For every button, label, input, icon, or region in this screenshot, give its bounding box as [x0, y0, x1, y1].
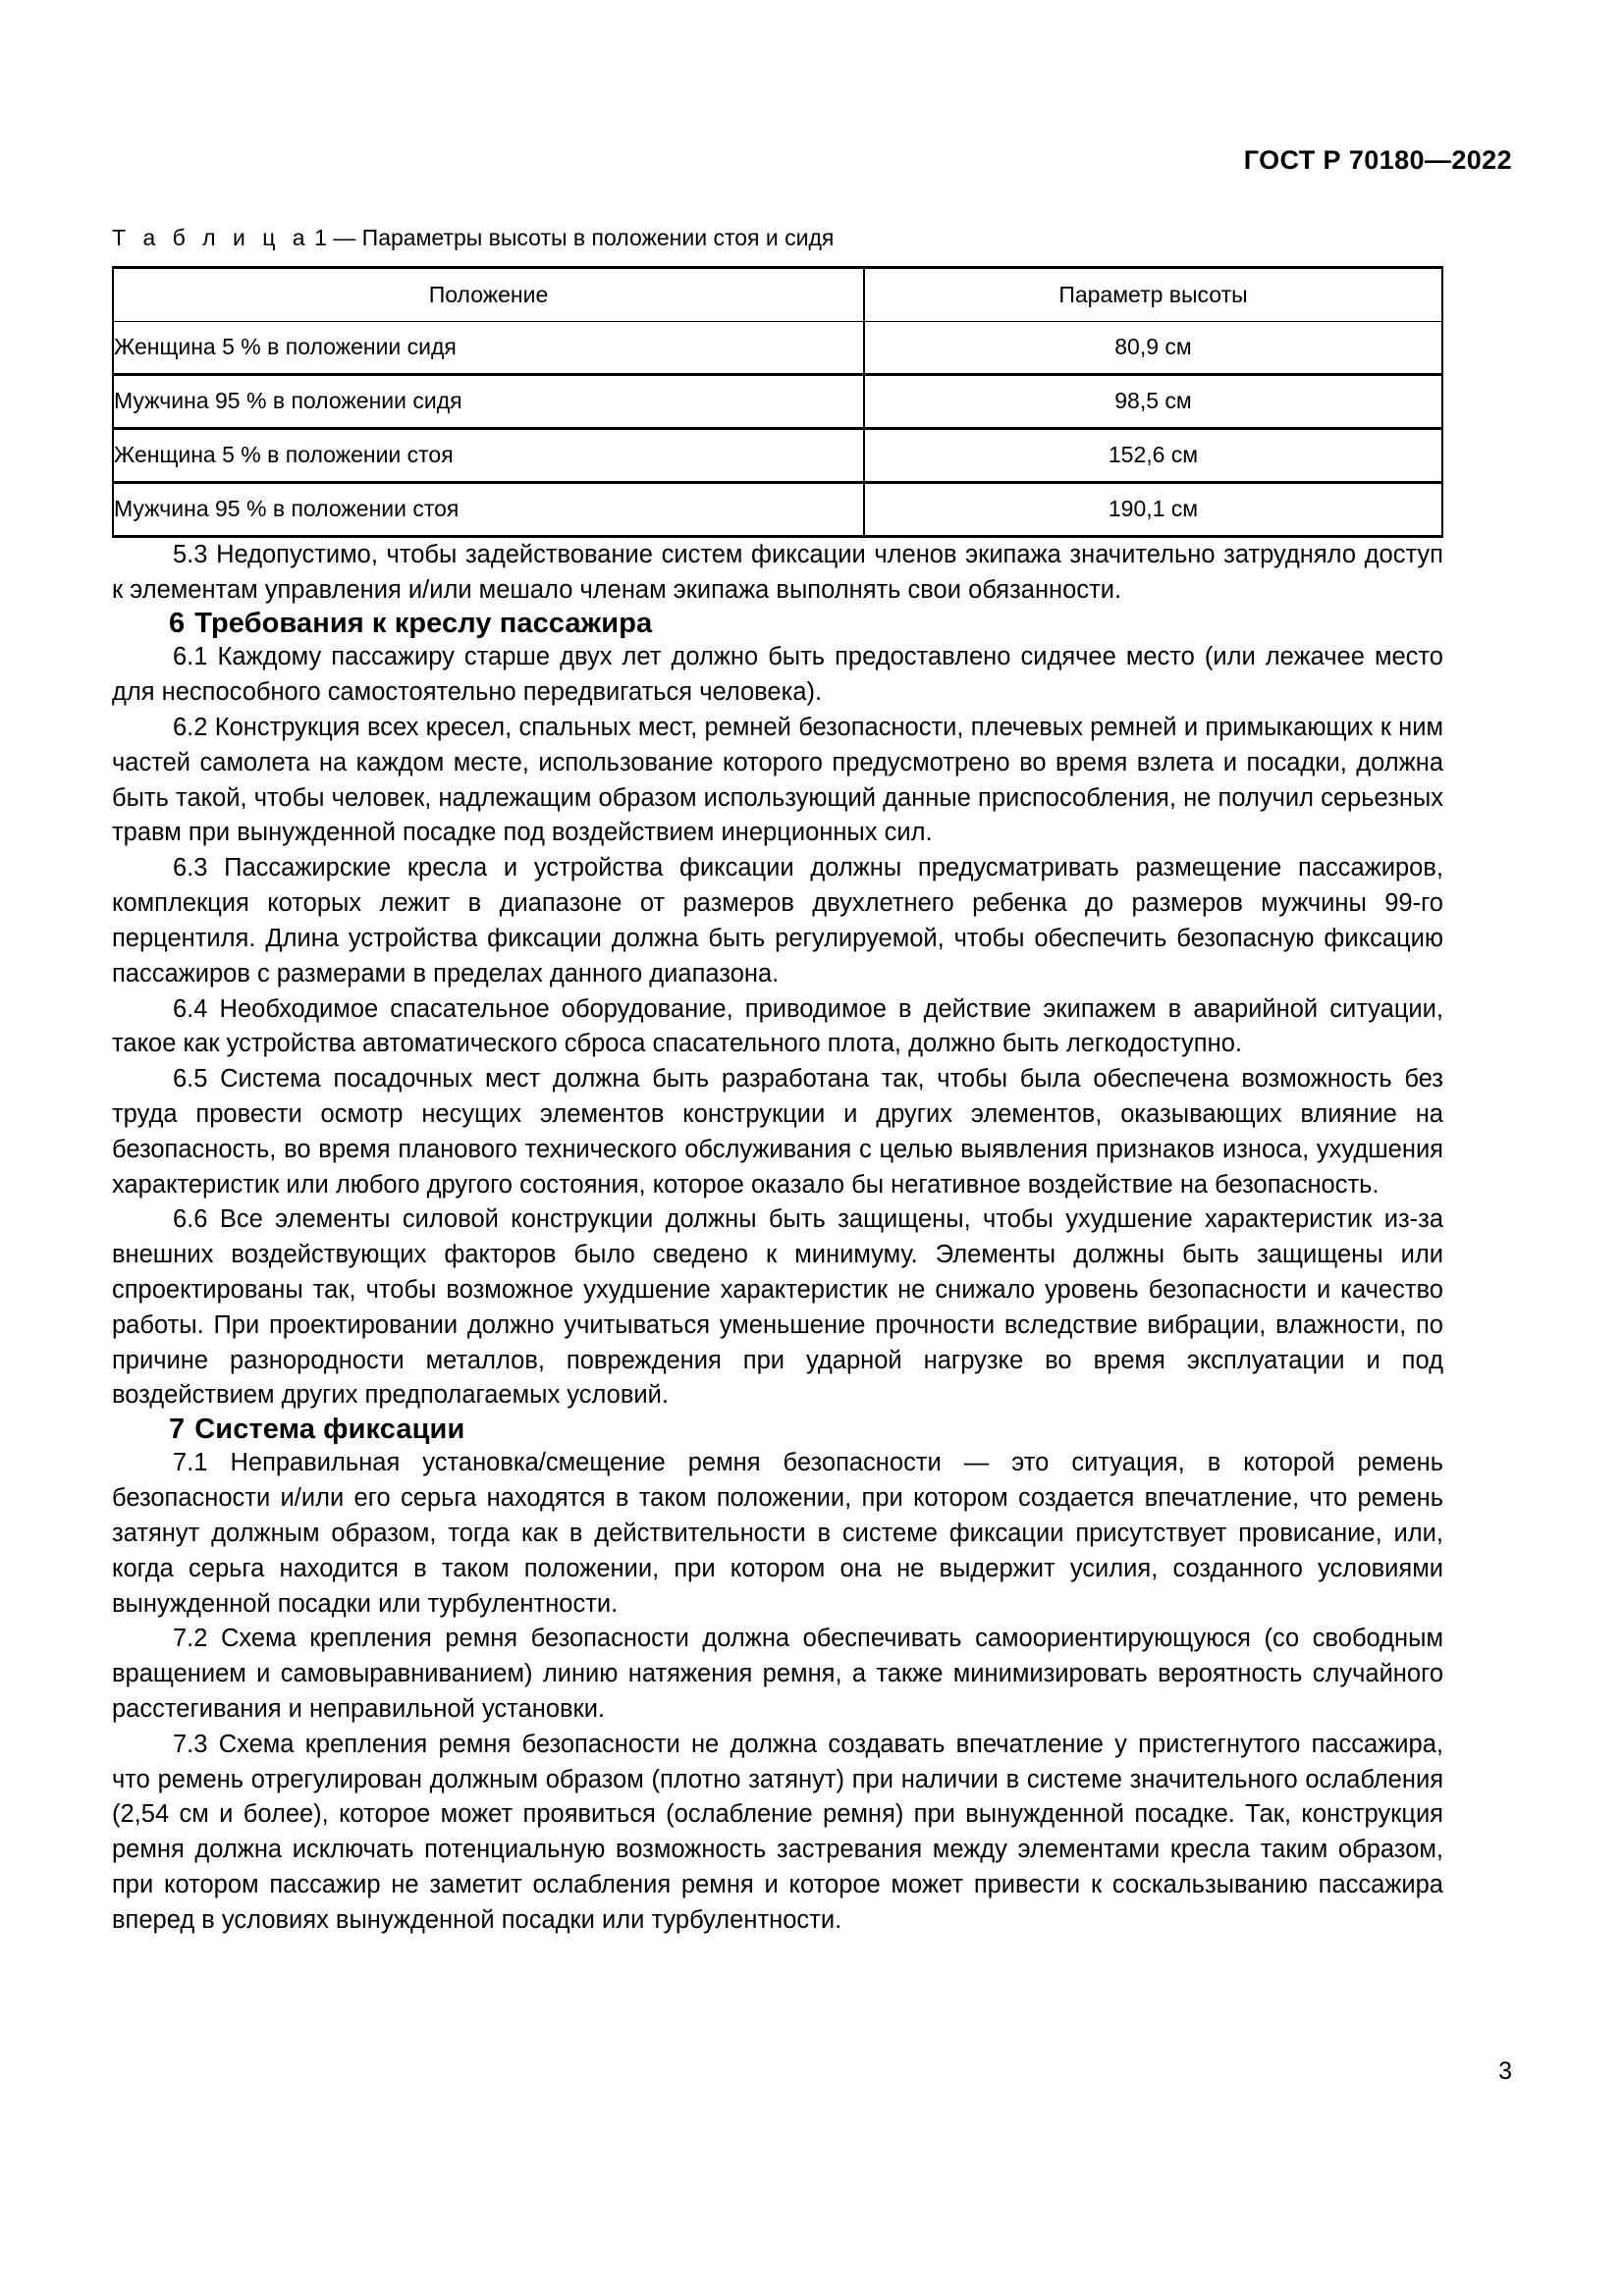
clause-6-5: 6.5 Система посадочных мест должна быть разработана так, чтобы была обеспечена возможность без труда провести осмотр несущих элементов конструкции и других элементов, оказывающих влияние на безопасность, во время планового технического обслуживания с целью выявления признаков износа, ухудшения характеристик или любого другого состояния, которое оказало бы негативное воздействие на безопасность.	[112, 1065, 1443, 1199]
table-caption	[112, 224, 1443, 252]
cell-height: 152,6 см	[864, 428, 1442, 482]
clause-5-3: 5.3 Недопустимо, чтобы задействование систем фиксации членов экипажа значительно затрудняло доступ к элементам управления и/или мешало членам экипажа выполнять свои обязанности.	[112, 540, 1443, 604]
section-number-7: 7	[169, 1414, 186, 1446]
standard-header: ГОСТ Р 70180—2022	[1243, 145, 1512, 175]
section-heading-7	[112, 1414, 1443, 1446]
table-caption-dash: —	[333, 225, 356, 250]
cell-height: 190,1 см	[864, 482, 1442, 536]
table-head	[113, 267, 1442, 321]
clause-6-6: 6.6 Все элементы силовой конструкции должны быть защищены, чтобы ухудшение характеристик из-за внешних воздействующих факторов было сведено к минимуму. Элементы должны быть защищены или спроектированы так, чтобы возможное ухудшение характеристик не снижало уровень безопасности и качество работы. При проектировании должно учитываться уменьшение прочности вследствие вибрации, влажности, по причине разнородности металлов, повреждения при ударной нагрузке во время эксплуатации и под воздействием других предполагаемых условий.	[112, 1205, 1443, 1410]
cell-position: Мужчина 95 % в положении сидя	[113, 374, 864, 428]
section-title-6: Требования к креслу пассажира	[194, 608, 653, 640]
table-row	[113, 482, 1442, 536]
clause-6-1: 6.1 Каждому пассажиру старше двух лет должно быть предоставлено сидячее место (или лежачее место для неспособного самостоятельно передвигаться человека).	[112, 643, 1443, 707]
cell-height: 80,9 см	[864, 321, 1442, 374]
section-title-7: Система фиксации	[194, 1414, 465, 1446]
cell-position: Мужчина 95 % в положении стоя	[113, 482, 864, 536]
table-row	[113, 374, 1442, 428]
table-body	[113, 321, 1442, 536]
table-caption-number: 1	[314, 225, 327, 250]
page-number: 3	[1498, 2057, 1512, 2085]
cell-position: Женщина 5 % в положении стоя	[113, 428, 864, 482]
section-number-6: 6	[169, 608, 186, 640]
table-caption-title: Параметры высоты в положении стоя и сидя	[361, 225, 835, 250]
cell-position: Женщина 5 % в положении сидя	[113, 321, 864, 374]
clause-6-4: 6.4 Необходимое спасательное оборудование, приводимое в действие экипажем в аварийной ситуации, такое как устройства автоматического сброса спасательного плота, должно быть легкодоступно.	[112, 994, 1443, 1058]
clause-7-3: 7.3 Схема крепления ремня безопасности не должна создавать впечатление у пристегнутого пассажира, что ремень отрегулирован должным образом (плотно затянут) при наличии в системе значительного ослабления (2,54 см и более), которое может проявиться (ослабление ремня) при вынужденной посадке. Так, конструкция ремня должна исключать потенциальную возможность застревания между элементами кресла таким образом, при котором пассажир не заметит ослабления ремня и которое может привести к соскальзыванию пассажира вперед в условиях вынужденной посадки или турбулентности.	[112, 1730, 1443, 1934]
table-caption-word: Т а б л и ц а	[112, 225, 311, 250]
clause-7-2: 7.2 Схема крепления ремня безопасности должна обеспечивать самоориентирующуюся (со свободным вращением и самовыравниванием) линию натяжения ремня, а также минимизировать вероятность случайного расстегивания и неправильной установки.	[112, 1625, 1443, 1723]
table-row	[113, 428, 1442, 482]
clause-6-2: 6.2 Конструкция всех кресел, спальных мест, ремней безопасности, плечевых ремней и примыкающих к ним частей самолета на каждом месте, использование которого предусмотрено во время взлета и посадки, должна быть такой, чтобы человек, надлежащим образом использующий данные приспособления, не получил серьезных травм при вынужденной посадке под воздействием инерционных сил.	[112, 714, 1443, 847]
cell-height: 98,5 см	[864, 374, 1442, 428]
page-content	[112, 224, 1443, 1939]
column-header-position: Положение	[113, 267, 864, 321]
section-heading-6	[112, 608, 1443, 640]
table-row	[113, 321, 1442, 374]
height-parameters-table	[112, 266, 1443, 538]
clause-7-1: 7.1 Неправильная установка/смещение ремня безопасности — это ситуация, в которой ремень безопасности и/или его серьга находятся в таком положении, при котором создается впечатление, что ремень затянут должным образом, тогда как в действительности в системе фиксации присутствует провисание, или, когда серьга находится в таком положении, при котором она не выдержит усилия, созданного условиями вынужденной посадки или турбулентности.	[112, 1449, 1443, 1618]
table-header-row	[113, 267, 1442, 321]
clause-6-3: 6.3 Пассажирские кресла и устройства фиксации должны предусматривать размещение пассажиров, комплекция которых лежит в диапазоне от размеров двухлетнего ребенка до размеров мужчины 99-го перцентиля. Длина устройства фиксации должна быть регулируемой, чтобы обеспечить безопасную фиксацию пассажиров с размерами в пределах данного диапазона.	[112, 854, 1443, 988]
column-header-height: Параметр высоты	[864, 267, 1442, 321]
